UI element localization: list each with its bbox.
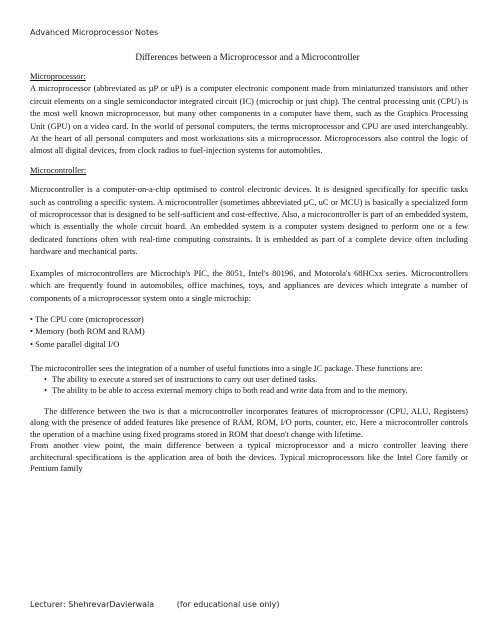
microcontroller-heading: Microcontroller: (30, 164, 87, 175)
document-title: Differences between a Microprocessor and a Microcontroller (135, 52, 360, 62)
function-item: • The ability to execute a stored set of instructions to carry out user defined tasks. (44, 374, 318, 384)
integration-paragraph: The microcontroller sees the integration of a number of useful functions into a single IC package. These functions are: (30, 364, 423, 374)
function-item: • The ability to be able to access external memory chips to both read and write data from and to the memory. (44, 385, 408, 395)
bullet-icon: • (44, 374, 47, 384)
microprocessor-paragraph: A microprocessor (abbreviated as µP or uP) is a computer electronic component made from miniaturized transistors and other circuit elements on a single semiconductor integrated circuit (IC) (microchip or just chip). The central processing unit (CPU) is the most well known microprocessor, but many other components in a computer have them, such as the Graphics Processing Unit (GPU) on a video card. In the world of personal computers, the terms microprocessor and CPU are used interchangeably. At the heart of all personal computers and most workstations sits a microprocessor. Microprocessors also control the logic of almost all digital devices, from clock radios to fuel-injection systems for automobiles. (30, 83, 468, 156)
footer (30, 600, 300, 609)
examples-paragraph: Examples of microcontrollers are Microchip's PIC, the 8051, Intel's 80196, and Motorola's 68HCxx series. Microcontrollers which are frequently found in automobiles, office machines, toys, and appliances are devices which integrate a number of components of a microprocessor system onto a single microchip: (30, 267, 468, 303)
header-note: Advanced Microprocessor Notes (30, 28, 159, 37)
component-item: • The CPU core (microprocessor) (30, 313, 144, 324)
component-item: • Memory (both ROM and RAM) (30, 326, 145, 337)
lecturer-name: Lecturer: ShehrevarDavierwala (30, 600, 155, 609)
usage-note: (for educational use only) (176, 600, 280, 609)
difference-paragraph: The difference between the two is that a microcontroller incorporates features of microprocessor (CPU, ALU, Registers) along with the presence of added features like presence of RAM, ROM, I/O ports, counter, etc. Here a microcontroller controls the operation of a machine using fixed programs stored in ROM that doesn't change with lifetime. (30, 405, 468, 439)
microprocessor-heading: Microprocessor: (30, 71, 86, 81)
functions-list (30, 375, 468, 397)
document-body (30, 70, 468, 475)
bullet-icon: • (44, 385, 47, 395)
viewpoint-paragraph: From another view point, the main difference between a typical microprocessor and a micro controller leaving there architectural specifications is the application area of both the devices. Typical microprocessors like the Intel Core family or Pentium family (30, 440, 468, 474)
microcontroller-paragraph: Microcontroller is a computer-on-a-chip optimised to control electronic devices. It is designed specifically for specific tasks such as controling a specific system. A microcontroller (sometimes abbreviated µC, uC or MCU) is basically a specialized form of microprocessor that is designed to be self-sufficient and cost-effective. Also, a microcontroller is part of an embedded system, which is essentially the whole circuit board. An embedded system is a computer system designed to perform one or a few dedicated functions often with real-time computing constraints. It is embedded as part of a complete device often including hardware and mechanical parts. (30, 184, 468, 257)
component-item: • Some parallel digital I/O (30, 338, 120, 349)
